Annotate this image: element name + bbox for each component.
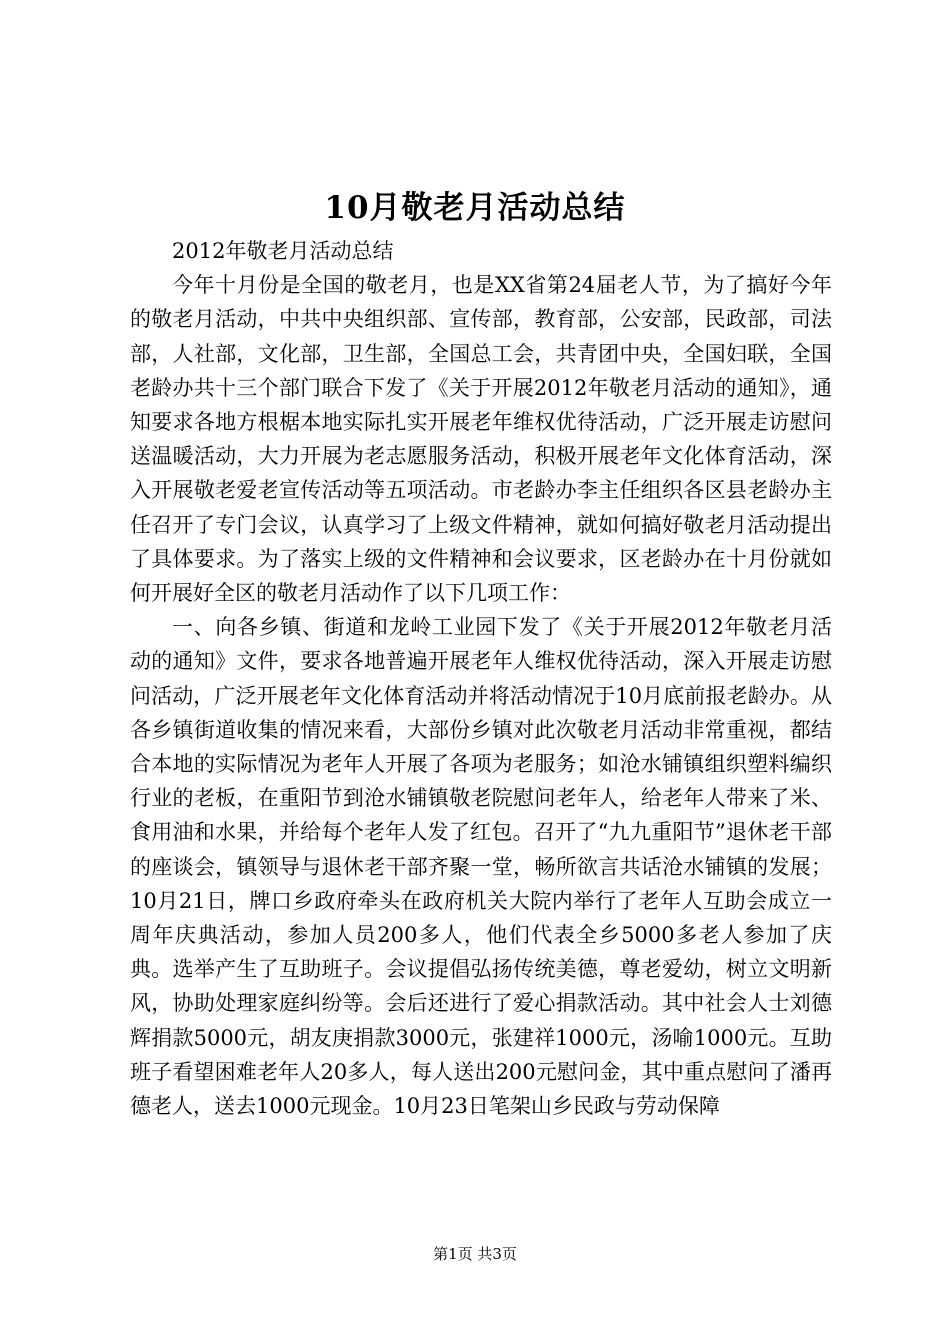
body-paragraph-intro: 今年十月份是全国的敬老月，也是XX省第24届老人节，为了搞好今年的敬老月活动，中共中央组织部、宣传部，教育部，公安部，民政部，司法部，人社部，文化部，卫生部，全国总工会，共青团中央，全国妇联，全国老龄办共十三个部门联合下发了《关于开展2012年敬老月活动的通知》，通知要求各地方根椐本地实际扎实开展老年维权优待活动，广泛开展走访慰问送温暖活动，大力开展为老志愿服务活动，积极开展老年文化体育活动，深入开展敬老爱老宣传活动等五项活动。市老龄办李主任组织各区县老龄办主任召开了专门会议，认真学习了上级文件精神，就如何搞好敬老月活动提出了具体要求。为了落实上级的文件精神和会议要求，区老龄办在十月份就如何开展好全区的敬老月活动作了以下几项工作： (130, 273, 832, 606)
document-body (130, 234, 832, 1123)
body-paragraph-heading: 2012年敬老月活动总结 (172, 239, 394, 263)
page-number-footer: 第1页 共3页 (433, 1245, 517, 1263)
document-title: 10月敬老月活动总结 (324, 190, 626, 226)
body-paragraph-item-one: 一、向各乡镇、街道和龙岭工业园下发了《关于开展2012年敬老月活动的通知》文件，要求各地普遍开展老年人维权优待活动，深入开展走访慰问活动，广泛开展老年文化体育活动并将活动情况于10月底前报老龄办。从各乡镇街道收集的情况来看，大部份乡镇对此次敬老月活动非常重视，都结合本地的实际情况为老年人开展了各项为老服务；如沧水铺镇组织塑料编织行业的老板，在重阳节到沧水铺镇敬老院慰问老年人，给老年人带来了米、食用油和水果，并给每个老年人发了红包。召开了“九九重阳节”退休老干部的座谈会，镇领导与退休老干部齐聚一堂，畅所欲言共话沧水铺镇的发展；10月21日，牌口乡政府牵头在政府机关大院内举行了老年人互助会成立一周年庆典活动，参加人员200多人，他们代表全乡5000多老人参加了庆典。选举产生了互助班子。会议提倡弘扬传统美德，尊老爱幼，树立文明新风，协助处理家庭纠纷等。会后还进行了爱心捐款活动。其中社会人士刘德辉捐款5000元，胡友庚捐款3000元，张建祥1000元，汤喻1000元。互助班子看望困难老年人20多人，每人送出200元慰问金，其中重点慰问了潘再德老人，送去1000元现金。10月23日笔架山乡民政与劳动保障 (130, 615, 832, 1119)
